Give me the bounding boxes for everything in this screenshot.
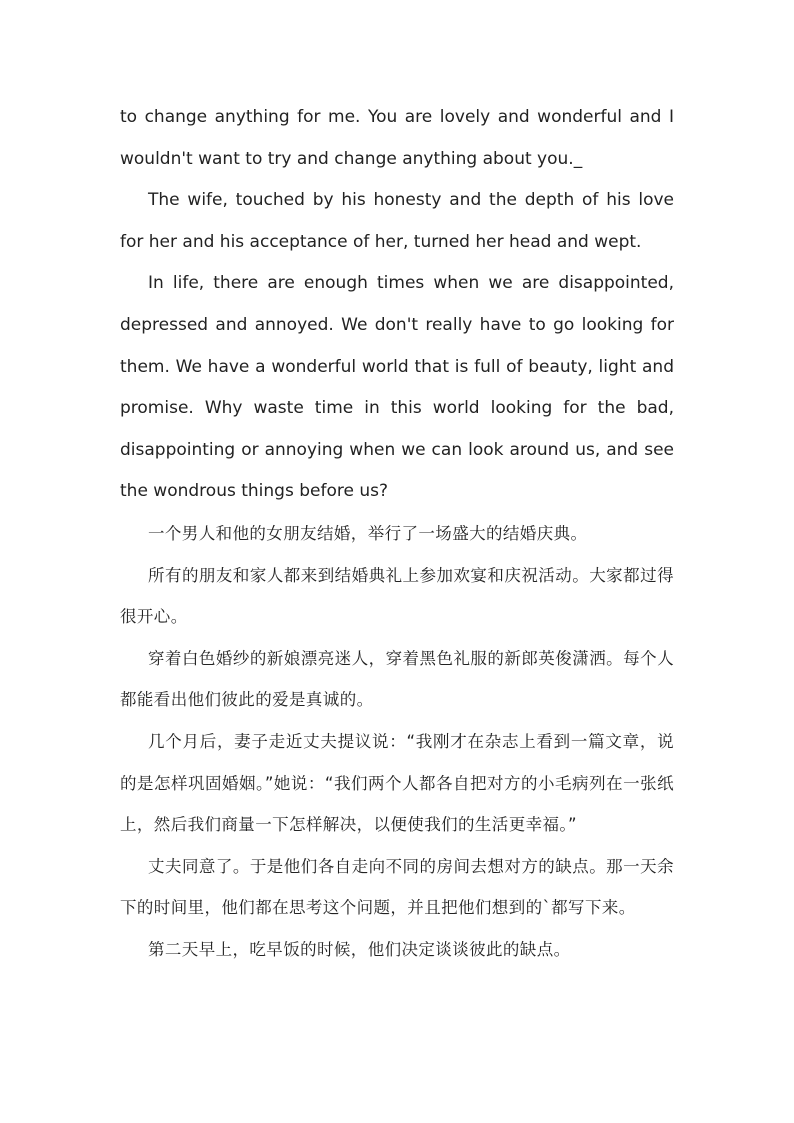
paragraph-4: 一个男人和他的女朋友结婚，举行了一场盛大的结婚庆典。	[148, 523, 588, 543]
paragraph-3: In life, there are enough times when we are disappointed, depressed and annoyed. We don't really have to go looking for them. We have a wonderful world that is full of beauty, light and promise. Why waste time in this world looking for the bad, disappointing or annoying when we can look around us, and see the wondrous things before us?	[120, 273, 674, 502]
paragraph-6: 穿着白色婚纱的新娘漂亮迷人，穿着黑色礼服的新郎英俊潇洒。每个人都能看出他们彼此的爱是真诚的。	[120, 648, 674, 710]
paragraph-1: to change anything for me. You are lovely and wonderful and I wouldn't want to try and change anything about you._	[120, 107, 674, 169]
paragraph-5: 所有的朋友和家人都来到结婚典礼上参加欢宴和庆祝活动。大家都过得很开心。	[120, 565, 674, 627]
paragraph-8: 丈夫同意了。于是他们各自走向不同的房间去想对方的缺点。那一天余下的时间里，他们都在思考这个问题，并且把他们想到的`都写下来。	[120, 856, 674, 918]
paragraph-9: 第二天早上，吃早饭的时候，他们决定谈谈彼此的缺点。	[148, 939, 571, 959]
paragraph-7: 几个月后，妻子走近丈夫提议说：“我刚才在杂志上看到一篇文章，说的是怎样巩固婚姻。”她说：“我们两个人都各自把对方的小毛病列在一张纸上，然后我们商量一下怎样解决，以便使我们的生活更幸福。”	[120, 731, 674, 835]
document-body	[120, 97, 674, 970]
paragraph-2: The wife, touched by his honesty and the depth of his love for her and his acceptance of her, turned her head and wept.	[120, 190, 674, 252]
